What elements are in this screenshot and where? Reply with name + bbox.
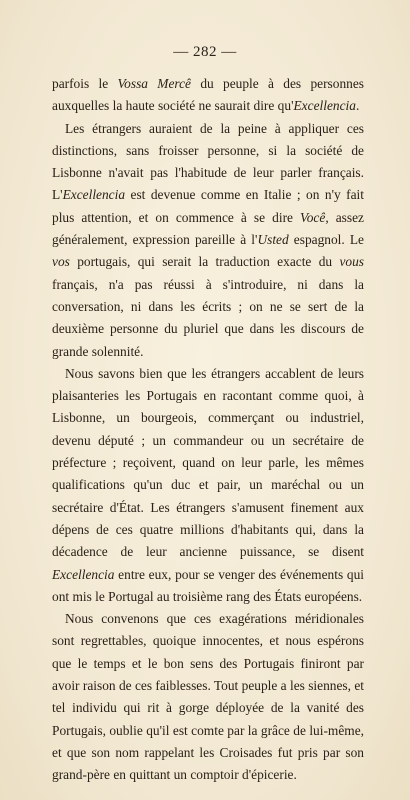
- text-run: est devenue comme en Italie ; on n'y fait plus attention, et on commence à se dire: [52, 187, 364, 225]
- text-run: .: [355, 98, 360, 114]
- text-run: portugais, qui serait la traduction exacte du: [69, 254, 340, 270]
- italic-text: Usted: [257, 232, 289, 248]
- italic-text: vos: [52, 254, 70, 270]
- paragraph: [52, 118, 364, 363]
- paragraph: [52, 363, 364, 608]
- italic-text: Excellencia: [293, 98, 356, 114]
- text-run: entre eux, pour se venger des événements qui ont mis le Portugal au troisième rang des États européens.: [52, 566, 364, 604]
- italic-text: vous: [339, 254, 364, 270]
- italic-text: Excellencia: [52, 566, 115, 582]
- text-run: espagnol. Le: [288, 232, 364, 248]
- page-number: — 282 —: [173, 44, 237, 60]
- italic-text: Você: [300, 209, 326, 225]
- paragraph: [52, 608, 364, 786]
- text-run: , assez généralement, expression pareille à l': [52, 209, 364, 248]
- italic-text: Vossa Mercê: [117, 76, 192, 91]
- text-run: Nous savons bien que les étrangers accablent de leurs plaisanteries les Portugais en racontant comme quoi, à Lisbonne, un bourgeois, commerçant ou industriel, devenu député ; un commandeur ou un secrétaire de préfecture ; reçoivent, quand on leur parle, les mêmes qualifications qu'un duc et pair, un maréchal ou un secrétaire d'État. Les étrangers s'amusent finement aux dépens de ces quatre millions d'habitants qui, dans la décadence de leur ancienne puissance, se disent: [52, 365, 364, 560]
- italic-text: Excellencia: [62, 187, 126, 203]
- text-run: parfois le: [52, 76, 118, 91]
- paragraph: [52, 73, 364, 118]
- text-run: Nous convenons que ces exagérations méridionales sont regrettables, quoique innocentes, et nous espérons que le temps et le bon sens des Portugais finiront par avoir raison de ces faiblesses. Tout peuple a les siennes, et tel individu qui rit à gorge déployée de la vanité des Portugais, oublie qu'il est comte par la grâce de lui-même, et que son nom rappelant les Croisades fut pris par son grand-père en quittant un comptoir d'épicerie.: [52, 611, 364, 783]
- text-run: français, n'a pas réussi à s'introduire, ni dans la conversation, ni dans les écrits ; on ne se sert de la deuxième personne du pluriel que dans les discours de grande solennité.: [52, 276, 364, 359]
- text-run: Les étrangers auraient de la peine à appliquer ces distinctions, sans froisser personne, si la société de Lisbonne n'avait pas l'habitude de leur parler français. L': [52, 120, 364, 203]
- body-text: [52, 73, 364, 787]
- text-run: du peuple à des personnes auxquelles la haute société ne saurait dire qu': [52, 76, 365, 114]
